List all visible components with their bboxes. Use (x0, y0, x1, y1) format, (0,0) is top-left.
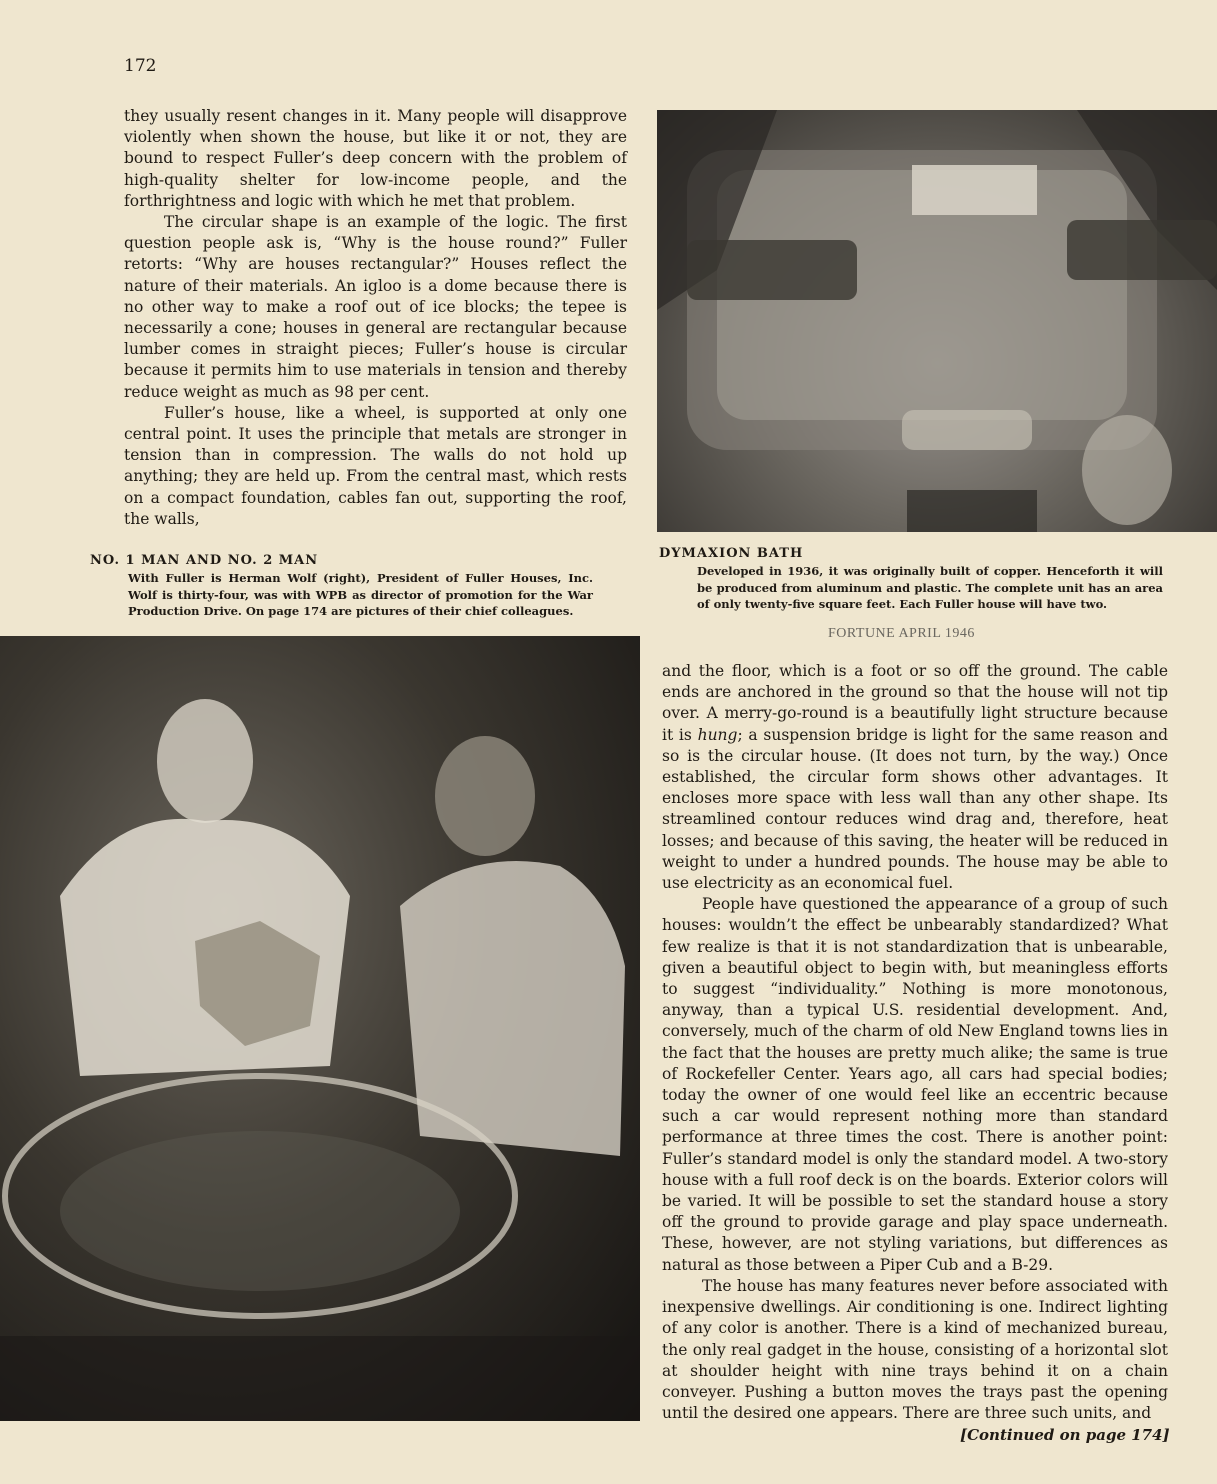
paragraph: they usually resent changes in it. Many people will disapprove violently when shown the house, but like it or not, they are bound to respect Fuller’s deep concern with the problem of high-quality shelter for low-income people, and the forthrightness and logic with which he met that problem. (124, 107, 627, 210)
fuller-and-wolf-photo (0, 636, 640, 1421)
text-run: and the floor, which is a foot or so off the ground. The cable ends are anchored in the ground so that the house will not tip over. A merry-go-round is a beautifully light structure because it is (662, 662, 1168, 744)
continued-note: [Continued on page 174] (960, 1426, 1170, 1444)
left-caption-title: NO. 1 MAN AND NO. 2 MAN (90, 553, 319, 568)
paragraph: The house has many features never before associated with inexpensive dwellings. Air conditioning is one. Indirect lighting of any color is another. There is a kind of mechanized bureau, the only real gadget in the house, consisting of a horizontal slot at shoulder height with nine trays behind it on a chain conveyer. Pushing a button moves the trays past the opening until the desired one appears. There are three such units, and (662, 1276, 1168, 1423)
page-number: 172 (124, 56, 157, 76)
right-caption-title: DYMAXION BATH (659, 546, 804, 561)
paragraph: Fuller’s house, like a wheel, is supported at only one central point. It uses the principle that metals are stronger in tension than in compression. The walls do not hold up anything; they are held up. From the central mast, which rests on a compact foundation, cables fan out, supporting the roof, the walls, (124, 403, 627, 528)
paragraph (662, 661, 1168, 894)
right-text-column (662, 661, 1168, 1424)
paragraph: People have questioned the appearance of a group of such houses: wouldn’t the effect be unbearably standardized? What few realize is that it is not standardization that is unbearable, given a beautiful object to begin with, but meaningless efforts to suggest “individuality.” Nothing is more monotonous, anyway, than a typical U.S. residential development. And, conversely, much of the charm of old New England towns lies in the fact that the houses are pretty much alike; the same is true of Rockefeller Center. Years ago, all cars had special bodies; today the owner of one would feel like an eccentric because such a car would represent nothing more than standard performance at three times the cost. There is another point: Fuller’s standard model is only the standard model. A two-story house with a full roof deck is on the boards. Exterior colors will be varied. It will be possible to set the standard house a story off the ground to provide garage and play space underneath. These, however, are not styling variations, but differences as natural as those between a Piper Cub and a B-29. (662, 895, 1168, 1274)
left-text-column (124, 106, 627, 530)
italic-word: hung (697, 725, 738, 744)
paragraph: The circular shape is an example of the logic. The first question people ask is, “Why is the house round?” Fuller retorts: “Why are houses rectangular?” Houses reflect the nature of their materials. An igloo is a dome because there is no other way to make a roof out of ice blocks; the tepee is necessarily a cone; houses in general are rectangular because lumber comes in straight pieces; Fuller’s house is circular because it permits him to use materials in tension and thereby reduce weight as much as 98 per cent. (124, 213, 627, 401)
right-caption-body: Developed in 1936, it was originally built of copper. Henceforth it will be produced from aluminum and plastic. The complete unit has an area of only twenty-five square feet. Each Fuller house will have two. (697, 564, 1163, 611)
running-footer: FORTUNE APRIL 1946 (828, 626, 975, 641)
dymaxion-bath-photo (657, 110, 1217, 532)
text-run: ; a suspension bridge is light for the same reason and so is the circular house. (It does not turn, by the way.) Once established, the circular form shows other advantages. It encloses more space with less wall than any other shape. Its streamlined contour reduces wind drag and, therefore, heat losses; and because of this saving, the heater will be reduced in weight to under a hundred pounds. The house may be able to use electricity as an economical fuel. (662, 725, 1168, 893)
left-caption-body: With Fuller is Herman Wolf (right), President of Fuller Houses, Inc. Wolf is thirty-four, was with WPB as director of promotion for the War Production Drive. On page 174 are pictures of their chief colleagues. (128, 571, 593, 618)
